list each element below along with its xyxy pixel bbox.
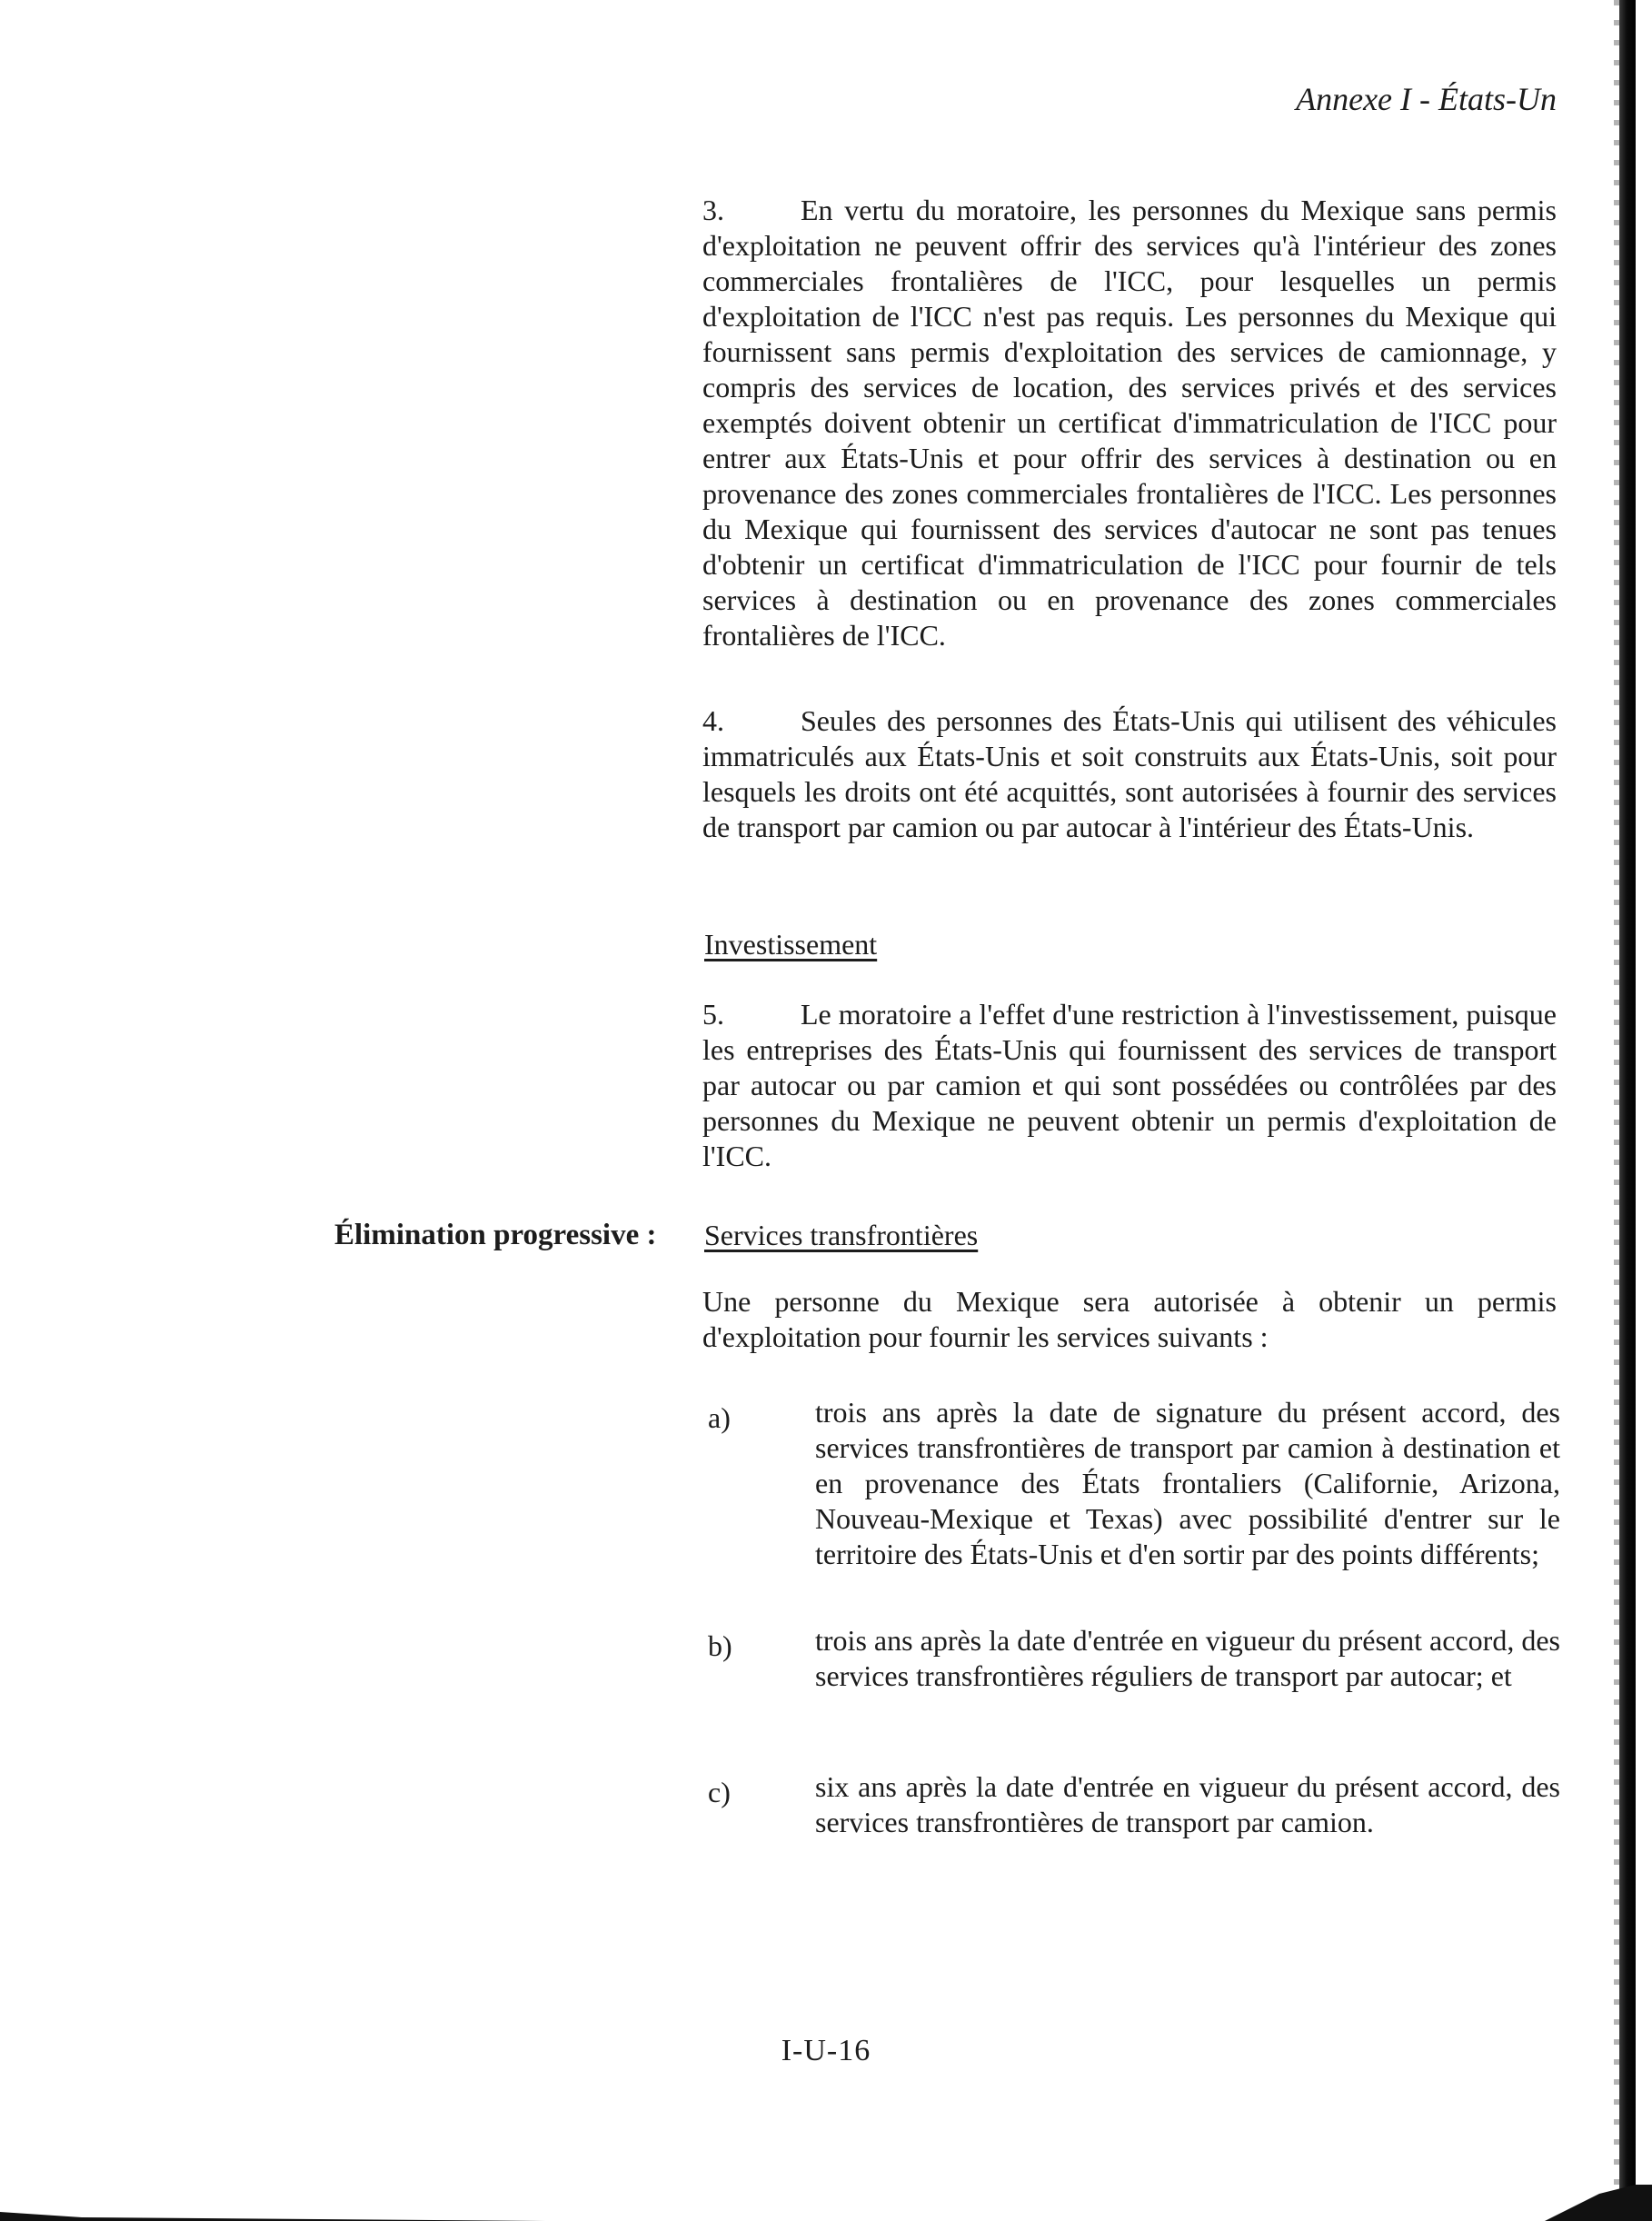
section-heading-cross-border: Services transfrontières	[704, 1219, 979, 1251]
paragraph-5	[702, 997, 1557, 1174]
paragraph-number: 4.	[702, 704, 724, 737]
scan-edge-shadow	[0, 2185, 1652, 2221]
page-number: I-U-16	[781, 2034, 871, 2067]
paragraph-text: En vertu du moratoire, les personnes du Mexique sans permis d'exploitation ne peuvent offrir des services qu'à l'intérieur des zones commerciales frontalières de l'ICC, pour lesquelles un permis d'exploitation de l'ICC n'est pas requis. Les personnes du Mexique qui fournissent sans permis d'exploitation des services de camionnage, y compris des services de location, des services privés et des services exemptés doivent obtenir un certificat d'immatriculation de l'ICC pour entrer aux États-Unis et pour offrir des services à destination ou en provenance des zones commerciales frontalières de l'ICC. Les personnes du Mexique qui fournissent des services d'autocar ne sont pas tenues d'obtenir un certificat d'immatriculation de l'ICC pour fournir de tels services à destination ou en provenance des zones commerciales frontalières de l'ICC.	[702, 194, 1557, 652]
list-marker-b: b)	[708, 1629, 732, 1662]
list-marker-c: c)	[708, 1776, 731, 1808]
paragraph-number: 5.	[702, 998, 724, 1031]
paragraph-number: 3.	[702, 194, 724, 226]
section-heading-investment: Investissement	[704, 928, 878, 961]
list-item-b: trois ans après la date d'entrée en vigueur du présent accord, des services transfrontières réguliers de transport par autocar; et	[815, 1624, 1560, 1692]
list-marker-a: a)	[708, 1401, 731, 1434]
phase-out-intro: Une personne du Mexique sera autorisée à obtenir un permis d'exploitation pour fournir les services suivants :	[702, 1285, 1557, 1353]
list-item-c: six ans après la date d'entrée en vigueur du présent accord, des services transfrontières de transport par camion.	[815, 1770, 1560, 1838]
paragraph-text: Seules des personnes des États-Unis qui utilisent des véhicules immatriculés aux États-Unis et soit construits aux États-Unis, soit pour lesquels les droits ont été acquittés, sont autorisées à fournir des services de transport par camion ou par autocar à l'intérieur des États-Unis.	[702, 704, 1557, 843]
list-item-a: trois ans après la date de signature du présent accord, des services transfrontières de transport par camion à destination et en provenance des États frontaliers (Californie, Arizona, Nouveau-Mexique et Texas) avec possibilité d'entrer sur le territoire des États-Unis et d'en sortir par des points différents;	[815, 1396, 1560, 1570]
paragraph-text: Le moratoire a l'effet d'une restriction à l'investissement, puisque les entreprises des États-Unis qui fournissent des services de transport par autocar ou par camion et qui sont possédées ou contrôlées par des personnes du Mexique ne peuvent obtenir un permis d'exploitation de l'ICC.	[702, 998, 1557, 1172]
paragraph-3	[702, 193, 1557, 653]
phase-out-label: Élimination progressive :	[334, 1219, 657, 1251]
binding-edge	[1619, 0, 1636, 2221]
paragraph-4	[702, 703, 1557, 845]
running-header: Annexe I - États-Un	[1296, 81, 1557, 117]
